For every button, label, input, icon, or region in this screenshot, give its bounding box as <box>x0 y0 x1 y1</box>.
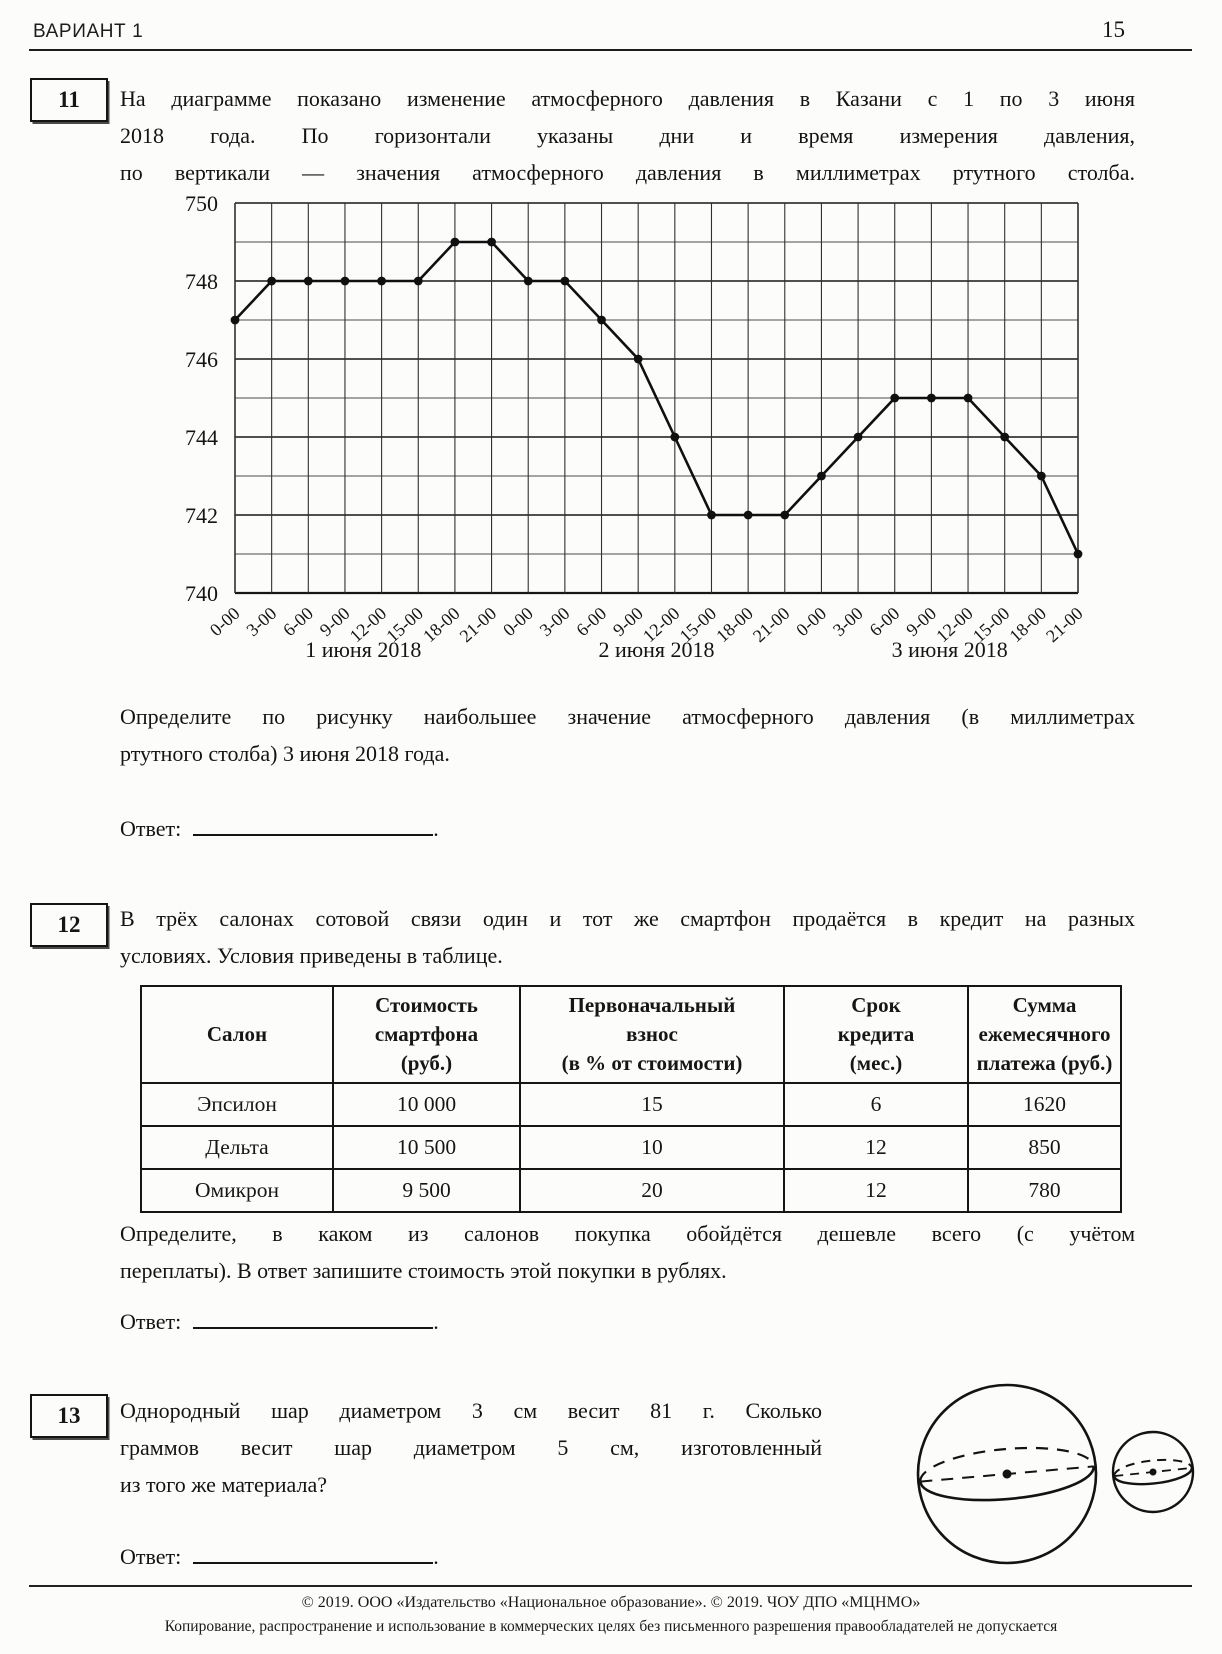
problem-11-number: 11 <box>58 87 80 112</box>
header-line: Сумма <box>1012 993 1077 1017</box>
svg-text:1 июня 2018: 1 июня 2018 <box>305 637 422 662</box>
problem-12-number: 12 <box>57 912 81 937</box>
question-line: ртутного столба) 3 июня 2018 года. <box>120 741 450 766</box>
cell-salon: Омикрон <box>141 1169 333 1212</box>
credit-conditions-table <box>140 985 1122 1213</box>
cell-salon: Дельта <box>141 1126 333 1169</box>
table-row <box>141 1169 1121 1212</box>
svg-text:12-00: 12-00 <box>345 603 391 647</box>
svg-text:21-00: 21-00 <box>748 603 794 647</box>
svg-text:750: 750 <box>185 191 218 216</box>
svg-text:3-00: 3-00 <box>828 603 867 641</box>
svg-text:742: 742 <box>185 503 218 528</box>
problem-11-question <box>120 698 1135 772</box>
cell-downpayment: 20 <box>520 1169 784 1212</box>
svg-text:15-00: 15-00 <box>968 603 1014 647</box>
footer-divider <box>29 1585 1192 1587</box>
header-line: Срок <box>851 993 901 1017</box>
cell-downpayment: 10 <box>520 1126 784 1169</box>
answer-blank <box>193 812 433 836</box>
header-line: Стоимость <box>375 993 478 1017</box>
statement-line: по вертикали — значения атмосферного давления в миллиметрах ртутного столба. <box>120 160 1135 185</box>
svg-text:6-00: 6-00 <box>865 603 904 641</box>
spheres-illustration <box>870 1378 1210 1573</box>
statement-line: Однородный шар диаметром 3 см весит 81 г. Сколько <box>120 1398 822 1423</box>
cell-monthly: 780 <box>968 1169 1121 1212</box>
answer-period: . <box>433 816 439 841</box>
statement-line: На диаграмме показано изменение атмосферного давления в Казани с 1 по 3 июня <box>120 86 1135 111</box>
svg-text:12-00: 12-00 <box>932 603 977 647</box>
header-divider <box>29 49 1192 51</box>
answer-blank <box>193 1540 433 1564</box>
table-header-monthly <box>968 986 1121 1083</box>
svg-text:21-00: 21-00 <box>1042 603 1087 647</box>
header-line: ежемесячного <box>978 1022 1111 1046</box>
question-line: Определите по рисунку наибольшее значение атмосферного давления (в миллиметрах <box>120 704 1135 729</box>
cell-term: 6 <box>784 1083 968 1126</box>
large-sphere <box>918 1385 1096 1563</box>
problem-13-statement <box>120 1392 822 1503</box>
table-row <box>141 1083 1121 1126</box>
answer-label: Ответ: <box>120 1544 182 1569</box>
header-line: кредита <box>837 1022 915 1046</box>
svg-text:740: 740 <box>185 581 218 606</box>
statement-line: 2018 года. По горизонтали указаны дни и время измерения давления, <box>120 123 1135 148</box>
problem-11-number-box <box>30 78 108 122</box>
statement-line: из того же материала? <box>120 1472 328 1497</box>
cell-monthly: 1620 <box>968 1083 1121 1126</box>
variant-label: ВАРИАНТ 1 <box>33 21 144 42</box>
svg-text:15-00: 15-00 <box>382 603 427 647</box>
problem-12-question <box>120 1215 1135 1289</box>
header-line: платежа (руб.) <box>976 1051 1113 1075</box>
cell-monthly: 850 <box>968 1126 1121 1169</box>
statement-line: граммов весит шар диаметром 5 см, изготовленный <box>120 1435 822 1460</box>
table-header-term <box>784 986 968 1083</box>
svg-text:6-00: 6-00 <box>572 603 611 641</box>
footer-notice: Копирование, распространение и использование в коммерческих целях без письменного разрешения правообладателей не допускается <box>164 1618 1058 1635</box>
header-line: взнос <box>626 1022 678 1046</box>
problem-11-answer-row <box>120 812 439 842</box>
footer-copyright: © 2019. ООО «Издательство «Национальное образование». © 2019. ЧОУ ДПО «МЦНМО» <box>301 1594 921 1611</box>
table-header-salon <box>141 986 333 1083</box>
header-line: (мес.) <box>849 1051 903 1075</box>
question-line: переплаты). В ответ запишите стоимость этой покупки в рублях. <box>120 1258 727 1283</box>
svg-text:18-00: 18-00 <box>418 603 464 647</box>
problem-13-number: 13 <box>57 1403 81 1428</box>
svg-text:748: 748 <box>185 269 218 294</box>
question-line: Определите, в каком из салонов покупка обойдётся дешевле всего (с учётом <box>120 1221 1135 1246</box>
problem-13-number-box <box>30 1394 108 1438</box>
problem-13-answer-row <box>120 1540 439 1570</box>
problem-11-statement <box>120 80 1135 191</box>
svg-text:9-00: 9-00 <box>315 603 354 641</box>
table-header-cost <box>333 986 520 1083</box>
pressure-line-chart <box>140 180 1090 672</box>
header-line: Салон <box>206 1022 268 1046</box>
problem-12-number-box <box>30 903 108 947</box>
svg-text:9-00: 9-00 <box>608 603 647 641</box>
statement-line: В трёх салонах сотовой связи один и тот же смартфон продаётся в кредит на разных <box>120 906 1135 931</box>
answer-blank <box>193 1305 433 1329</box>
cell-term: 12 <box>784 1169 968 1212</box>
table-row <box>141 1126 1121 1169</box>
svg-text:746: 746 <box>185 347 218 372</box>
svg-text:21-00: 21-00 <box>455 603 501 647</box>
answer-period: . <box>433 1544 439 1569</box>
svg-text:0-00: 0-00 <box>205 603 244 641</box>
svg-text:0-00: 0-00 <box>498 603 537 641</box>
problem-12-statement <box>120 900 1135 974</box>
cell-cost: 9 500 <box>333 1169 520 1212</box>
page-number: 15 <box>1102 17 1125 42</box>
answer-label: Ответ: <box>120 1309 182 1334</box>
cell-cost: 10 000 <box>333 1083 520 1126</box>
small-sphere <box>1113 1432 1193 1512</box>
statement-line: условиях. Условия приведены в таблице. <box>120 943 503 968</box>
svg-text:18-00: 18-00 <box>1005 603 1051 647</box>
answer-period: . <box>433 1309 439 1334</box>
header-line: (в % от стоимости) <box>561 1051 743 1075</box>
svg-text:2 июня 2018: 2 июня 2018 <box>598 637 715 662</box>
svg-text:744: 744 <box>185 425 218 450</box>
problem-12-answer-row <box>120 1305 439 1335</box>
svg-text:15-00: 15-00 <box>675 603 721 647</box>
header-line: (руб.) <box>400 1051 453 1075</box>
svg-text:18-00: 18-00 <box>712 603 757 647</box>
answer-label: Ответ: <box>120 816 182 841</box>
svg-text:3-00: 3-00 <box>242 603 281 641</box>
cell-cost: 10 500 <box>333 1126 520 1169</box>
svg-text:3 июня 2018: 3 июня 2018 <box>891 637 1008 662</box>
cell-term: 12 <box>784 1126 968 1169</box>
table-header-row <box>141 986 1121 1083</box>
svg-text:3-00: 3-00 <box>535 603 574 641</box>
table-header-downpayment <box>520 986 784 1083</box>
svg-text:12-00: 12-00 <box>638 603 684 647</box>
cell-salon: Эпсилон <box>141 1083 333 1126</box>
header-line: Первоначальный <box>568 993 736 1017</box>
cell-downpayment: 15 <box>520 1083 784 1126</box>
header-line: смартфона <box>374 1022 479 1046</box>
svg-text:9-00: 9-00 <box>902 603 941 641</box>
svg-text:6-00: 6-00 <box>279 603 317 641</box>
svg-text:0-00: 0-00 <box>792 603 831 641</box>
